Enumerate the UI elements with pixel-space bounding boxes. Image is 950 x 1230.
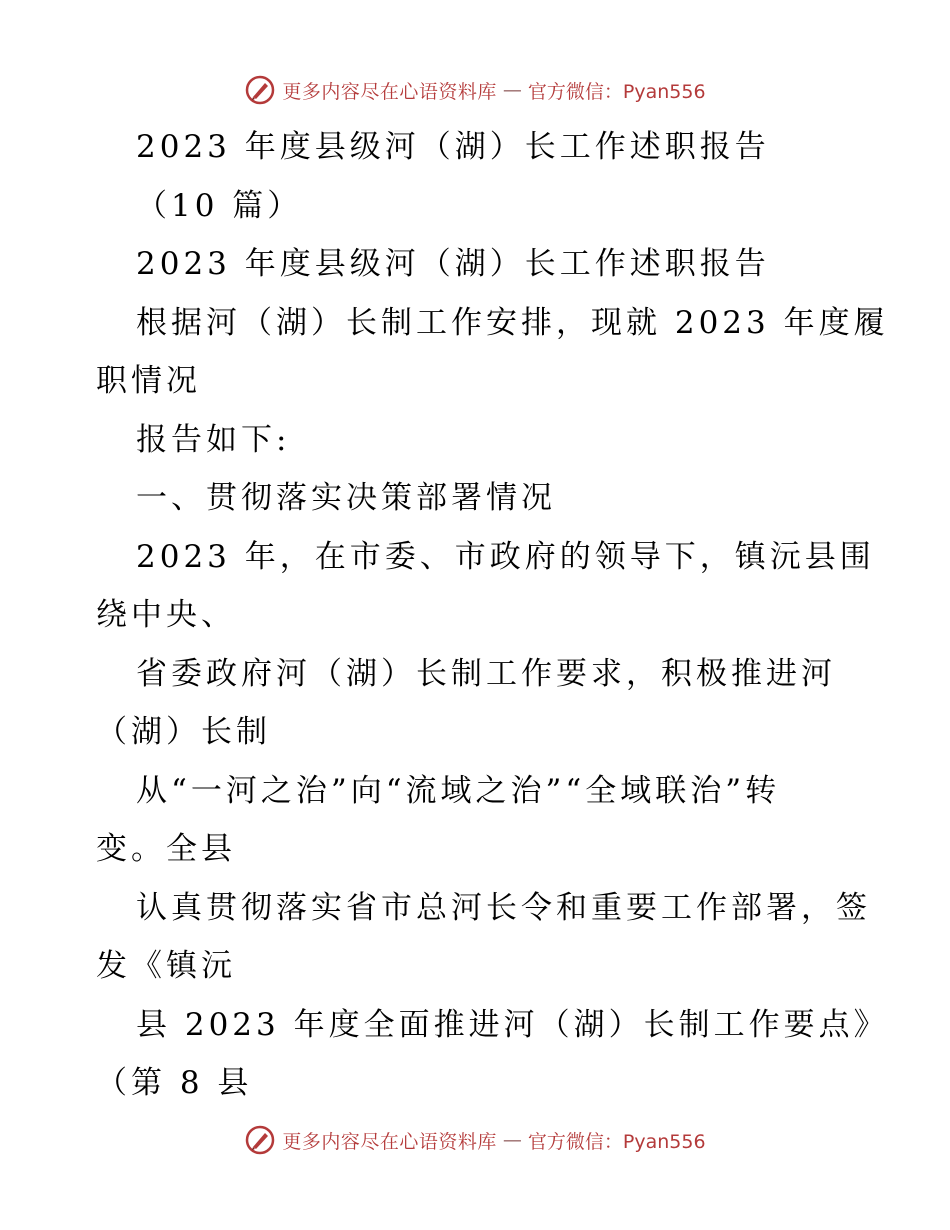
pen-logo-icon xyxy=(244,74,276,106)
paragraph-line: 职情况 xyxy=(96,363,201,399)
paragraph-line: 从“一河之治”向“流域之治”“全域联治”转 xyxy=(136,772,781,809)
paragraph-line: （第 8 县 xyxy=(96,1065,253,1101)
document-title: 2023 年度县级河（湖）长工作述职报告 xyxy=(136,129,770,165)
paragraph-line: 认真贯彻落实省市总河长令和重要工作部署，签 xyxy=(136,889,871,926)
section-title: 2023 年度县级河（湖）长工作述职报告 xyxy=(136,246,770,282)
paragraph-line: 报告如下: xyxy=(136,421,291,458)
document-body xyxy=(96,118,889,1113)
pen-logo-icon xyxy=(244,1124,276,1156)
watermark-text: 更多内容尽在心语资料库 xyxy=(282,80,497,103)
paragraph-line: （湖）长制 xyxy=(96,714,271,750)
paragraph-line: 发《镇沅 xyxy=(96,948,236,984)
header-watermark xyxy=(0,74,950,106)
document-subtitle: （10 篇） xyxy=(136,187,303,224)
watermark-text: 更多内容尽在心语资料库 xyxy=(282,1130,497,1153)
paragraph-line: 变。全县 xyxy=(96,831,236,867)
footer-watermark xyxy=(0,1124,950,1156)
paragraph-line: 根据河（湖）长制工作安排，现就 2023 年度履 xyxy=(136,304,889,341)
paragraph-line: 县 2023 年度全面推进河（湖）长制工作要点》 xyxy=(136,1006,889,1043)
watermark-contact: 官方微信：Pyan556 xyxy=(527,1130,706,1153)
watermark-separator: — xyxy=(502,1129,522,1151)
paragraph-line: 绕中央、 xyxy=(96,597,236,633)
paragraph-line: 2023 年，在市委、市政府的领导下，镇沅县围 xyxy=(136,538,875,575)
paragraph-line: 省委政府河（湖）长制工作要求，积极推进河 xyxy=(136,655,836,692)
watermark-contact: 官方微信：Pyan556 xyxy=(527,80,706,103)
watermark-separator: — xyxy=(502,79,522,101)
section-heading: 一、贯彻落实决策部署情况 xyxy=(136,480,556,516)
